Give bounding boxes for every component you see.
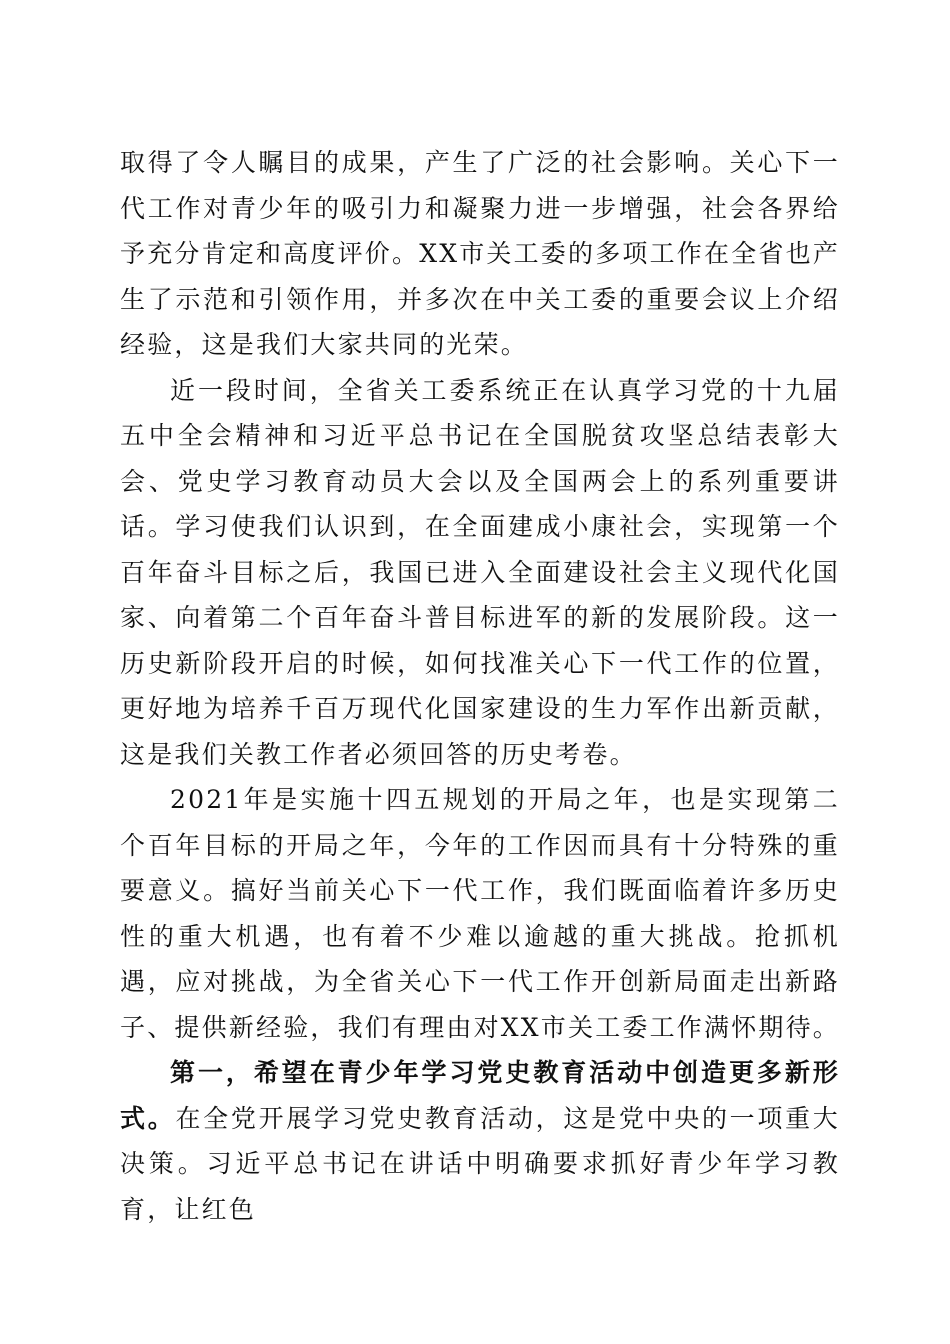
paragraph-2021-outlook: 2021年是实施十四五规划的开局之年，也是实现第二个百年目标的开局之年，今年的工作因而具有十分特殊的重要意义。搞好当前关心下一代工作，我们既面临着许多历史性的重大机遇，也有着不少难以逾越的重大挑战。抢抓机遇，应对挑战，为全省关心下一代工作开创新局面走出新路子、提供新经验，我们有理由对XX市关工委工作满怀期待。 [120, 785, 840, 1042]
document-body [120, 140, 840, 1232]
paragraph-first-hope [120, 1050, 840, 1232]
first-hope-body: 在全党开展学习党史教育活动，这是党中央的一项重大决策。习近平总书记在讲话中明确要求抓好青少年学习教育，让红色 [120, 1103, 840, 1224]
first-hope-heading: 第一，希望在青少年学习党史教育活动中创造更多新形式。 [120, 1058, 840, 1133]
paragraph-continued: 取得了令人瞩目的成果，产生了广泛的社会影响。关心下一代工作对青少年的吸引力和凝聚力进一步增强，社会各界给予充分肯定和高度评价。XX市关工委的多项工作在全省也产生了示范和引领作用，并多次在中关工委的重要会议上介绍经验，这是我们大家共同的光荣。 [120, 148, 840, 359]
paragraph-study-context: 近一段时间，全省关工委系统正在认真学习党的十九届五中全会精神和习近平总书记在全国脱贫攻坚总结表彰大会、党史学习教育动员大会以及全国两会上的系列重要讲话。学习使我们认识到，在全面建成小康社会，实现第一个百年奋斗目标之后，我国已进入全面建设社会主义现代化国家、向着第二个百年奋斗普目标进军的新的发展阶段。这一历史新阶段开启的时候，如何找准关心下一代工作的位置，更好地为培养千百万现代化国家建设的生力军作出新贡献，这是我们关教工作者必须回答的历史考卷。 [120, 375, 840, 769]
